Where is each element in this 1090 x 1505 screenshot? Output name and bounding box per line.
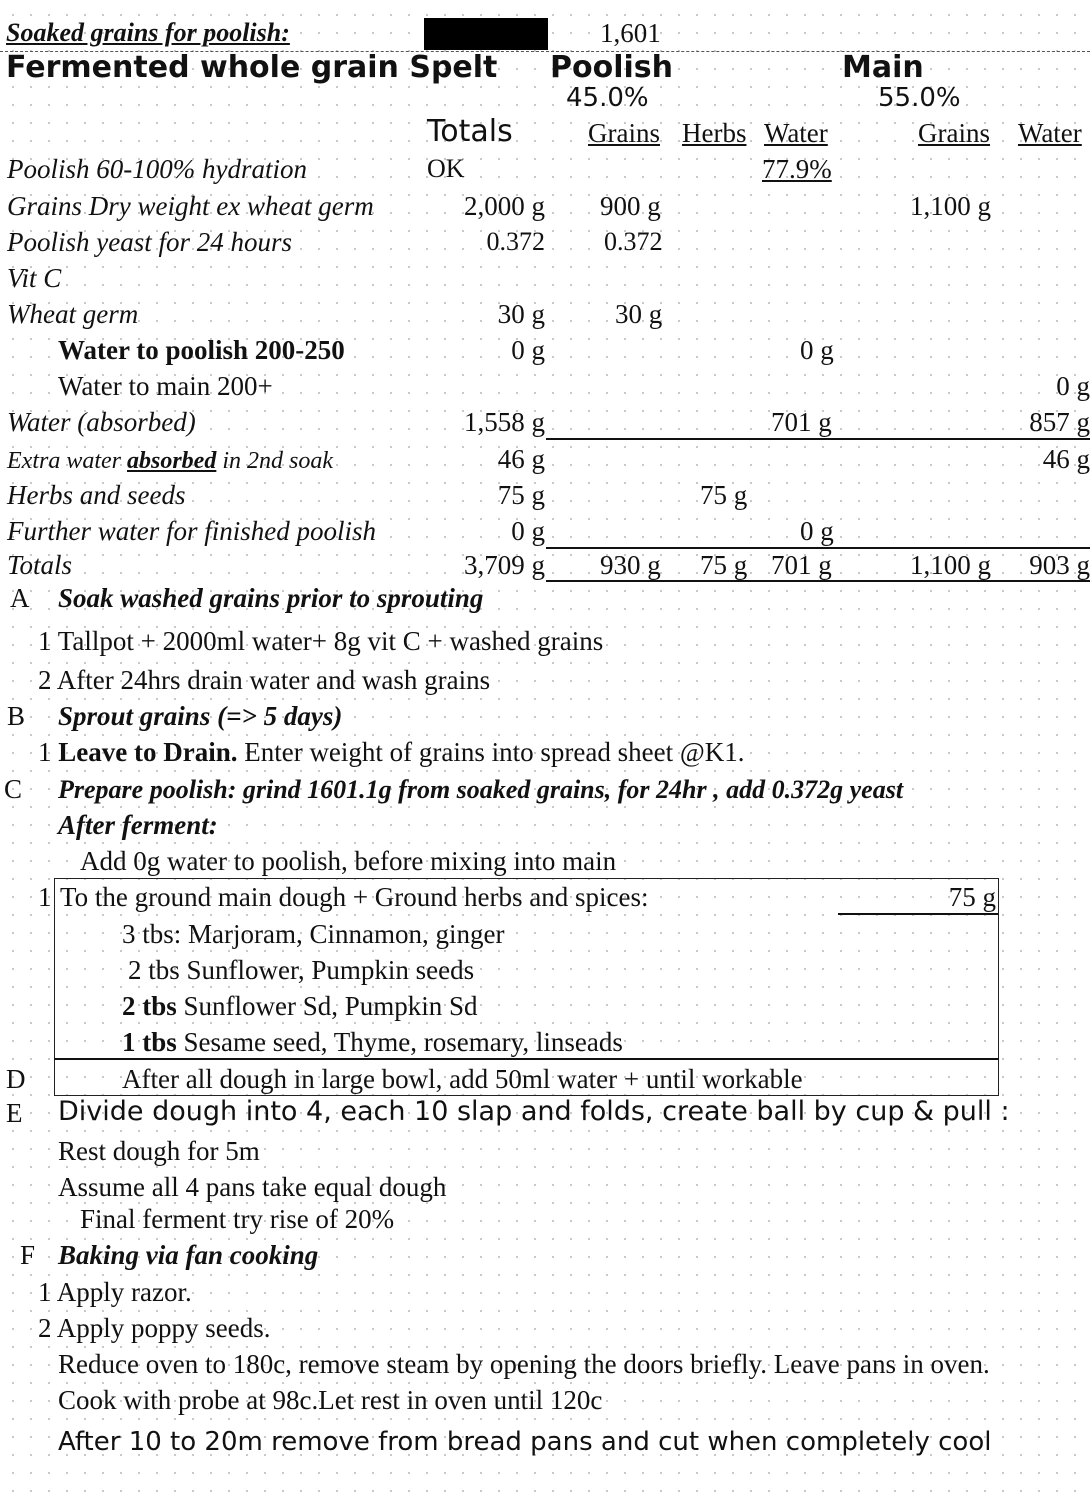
step-b1-rest: Enter weight of grains into spread sheet @K1. (237, 737, 745, 767)
poolish-hydration-percent[interactable]: 77.9% (762, 154, 832, 184)
spice-line-3 (122, 993, 478, 1020)
step-e-letter: E (6, 1098, 23, 1128)
poolish-grains-header: Grains (588, 118, 660, 148)
water-absorbed-total[interactable]: 1,558 g (464, 407, 545, 437)
herbs-spices-weight[interactable]: 75 g (948, 882, 996, 912)
extra-water-label-pre: Extra water (7, 448, 127, 474)
spice-line-3-rest: Sunflower Sd, Pumpkin Sd (176, 991, 478, 1021)
step-e3: Final ferment try rise of 20% (80, 1204, 395, 1234)
total-main-water[interactable]: 903 g (1029, 550, 1090, 580)
step-b-title: Sprout grains (=> 5 days) (58, 701, 343, 731)
soaked-grains-label: Soaked grains for poolish: (6, 18, 290, 47)
step-d-text: After all dough in large bowl, add 50ml water + until workable (122, 1064, 803, 1094)
spice-line-4-rest: Sesame seed, Thyme, rosemary, linseads (176, 1027, 623, 1057)
step-c-add-water: Add 0g water to poolish, before mixing into main (80, 846, 617, 876)
water-poolish-total[interactable]: 0 g (511, 335, 545, 365)
water-main-value[interactable]: 0 g (1056, 371, 1090, 401)
row-divider (836, 547, 1090, 549)
total-main-grains[interactable]: 1,100 g (910, 550, 991, 580)
totals-column-header: Totals (427, 114, 513, 149)
step-f-title: Baking via fan cooking (58, 1240, 319, 1270)
step-f3: Reduce oven to 180c, remove steam by opening the doors briefly. Leave pans in oven. (58, 1349, 990, 1379)
wheat-germ-poolish[interactable]: 30 g (615, 299, 663, 329)
main-heading: Main (842, 50, 924, 85)
step-a2: 2 After 24hrs drain water and wash grains (38, 665, 491, 695)
row-label-water-poolish: Water to poolish 200-250 (58, 335, 345, 365)
spice-line-4 (122, 1029, 623, 1056)
row-label-water-main: Water to main 200+ (58, 371, 273, 401)
hydration-status[interactable]: OK (427, 154, 465, 183)
step-c1-num: 1 (38, 882, 52, 912)
row-divider (836, 438, 1090, 440)
step-b1-bold: Leave to Drain. (58, 737, 238, 767)
poolish-percent[interactable]: 45.0% (566, 83, 649, 113)
extra-water-main[interactable]: 46 g (1042, 444, 1090, 474)
poolish-water-header: Water (764, 118, 828, 148)
further-water-total[interactable]: 0 g (511, 516, 545, 546)
step-b1 (38, 739, 744, 766)
total-poolish-herbs[interactable]: 75 g (700, 550, 748, 580)
extra-water-label-bold: absorbed (127, 448, 217, 474)
poolish-heading: Poolish (550, 50, 673, 85)
total-poolish-water[interactable]: 701 g (771, 550, 832, 580)
row-label-vitc: Vit C (7, 263, 62, 293)
spice-line-1: 3 tbs: Marjoram, Cinnamon, ginger (122, 919, 505, 949)
row-label-herbs-seeds: Herbs and seeds (7, 480, 186, 510)
total-poolish-grains[interactable]: 930 g (600, 550, 661, 580)
row-label-hydration: Poolish 60-100% hydration (7, 154, 307, 184)
step-d-letter: D (6, 1064, 26, 1094)
row-label-yeast: Poolish yeast for 24 hours (7, 227, 293, 257)
row-label-further-water: Further water for finished poolish (7, 516, 377, 546)
redacted-cell (424, 18, 548, 50)
step-f2: 2 Apply poppy seeds. (38, 1313, 271, 1343)
further-water-poolish[interactable]: 0 g (800, 516, 834, 546)
step-f4: Cook with probe at 98c.Let rest in oven until 120c (58, 1385, 603, 1415)
wheat-germ-total[interactable]: 30 g (497, 299, 545, 329)
step-c-after-ferment: After ferment: (58, 810, 218, 840)
yeast-poolish[interactable]: 0.372 (604, 227, 663, 256)
step-f5: After 10 to 20m remove from bread pans and cut when completely cool (58, 1427, 992, 1457)
step-b-letter: B (7, 701, 26, 731)
row-label-extra-water (7, 449, 333, 473)
step-a-title: Soak washed grains prior to sprouting (58, 583, 484, 613)
recipe-title: Fermented whole grain Spelt (6, 50, 498, 85)
grand-total[interactable]: 3,709 g (464, 550, 545, 580)
spice-line-4-qty: 1 tbs (122, 1027, 177, 1057)
step-a-letter: A (10, 583, 30, 613)
row-label-grains-dry: Grains Dry weight ex wheat germ (7, 191, 374, 221)
grains-dry-main[interactable]: 1,100 g (910, 191, 991, 221)
yeast-total[interactable]: 0.372 (486, 227, 545, 256)
row-divider (546, 547, 836, 549)
row-label-wheat-germ: Wheat germ (7, 299, 139, 329)
step-a1: 1 Tallpot + 2000ml water+ 8g vit C + washed grains (38, 626, 604, 656)
step-f1: 1 Apply razor. (38, 1277, 192, 1307)
row-divider (546, 580, 836, 582)
step-e1: Rest dough for 5m (58, 1136, 260, 1166)
grains-dry-total[interactable]: 2,000 g (464, 191, 545, 221)
water-absorbed-poolish[interactable]: 701 g (771, 407, 832, 437)
herbs-seeds-poolish[interactable]: 75 g (700, 480, 748, 510)
main-water-header: Water (1018, 118, 1082, 148)
value-underline (838, 913, 998, 915)
step-b1-num: 1 (38, 737, 59, 767)
row-label-totals: Totals (7, 550, 73, 580)
soaked-grains-value[interactable]: 1,601 (600, 18, 661, 48)
extra-water-total[interactable]: 46 g (497, 444, 545, 474)
row-divider (836, 580, 1090, 582)
poolish-herbs-header: Herbs (682, 118, 747, 148)
spice-line-3-qty: 2 tbs (122, 991, 177, 1021)
step-c-title: Prepare poolish: grind 1601.1g from soaked grains, for 24hr , add 0.372g yeast (58, 775, 904, 804)
step-f-letter: F (20, 1240, 36, 1270)
row-divider (546, 438, 836, 440)
box-divider (54, 1058, 999, 1060)
main-grains-header: Grains (918, 118, 990, 148)
step-c1-text: To the ground main dough + Ground herbs and spices: (60, 882, 649, 912)
spice-line-2: 2 tbs Sunflower, Pumpkin seeds (128, 955, 475, 985)
row-label-water-absorbed: Water (absorbed) (7, 407, 196, 437)
extra-water-label-post: in 2nd soak (216, 448, 334, 474)
water-absorbed-main[interactable]: 857 g (1029, 407, 1090, 437)
main-percent[interactable]: 55.0% (878, 83, 961, 113)
step-e-text: Divide dough into 4, each 10 slap and folds, create ball by cup & pull : (58, 1096, 1010, 1127)
grains-dry-poolish[interactable]: 900 g (600, 191, 661, 221)
water-poolish-value[interactable]: 0 g (800, 335, 834, 365)
step-e2: Assume all 4 pans take equal dough (58, 1172, 447, 1202)
step-c-letter: C (4, 774, 23, 804)
herbs-seeds-total[interactable]: 75 g (497, 480, 545, 510)
